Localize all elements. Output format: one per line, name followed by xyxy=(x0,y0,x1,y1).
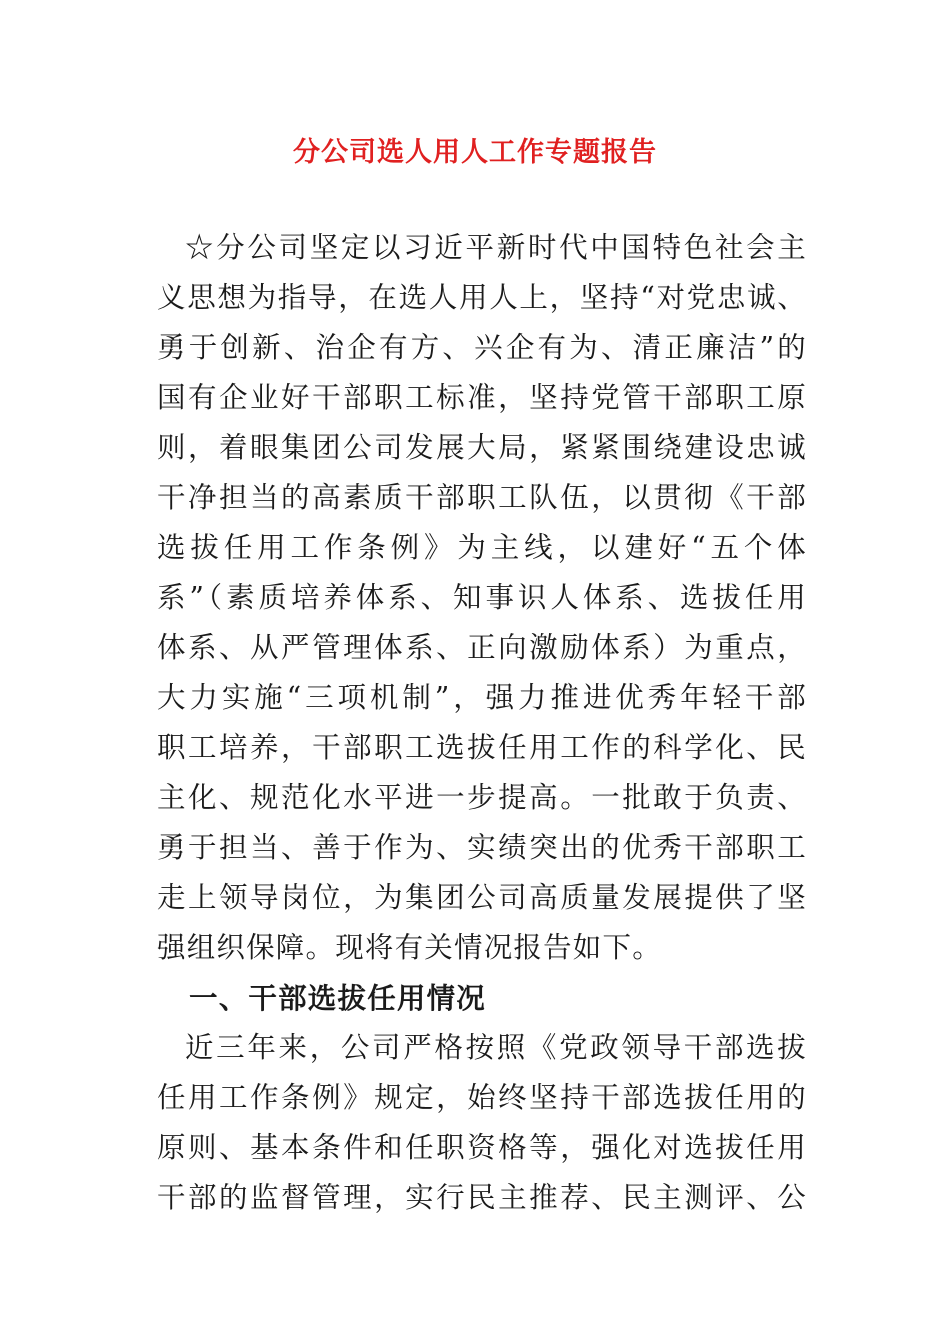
text-line: ☆分公司坚定以习近平新时代中国特色社会主 xyxy=(185,231,807,264)
document-title: 分公司选人用人工作专题报告 xyxy=(293,137,657,168)
text-line: 任用工作条例》规定，始终坚持干部选拔任用的 xyxy=(157,1081,807,1114)
text-line: 职工培养，干部职工选拔任用工作的科学化、民 xyxy=(157,731,807,764)
text-line: 原则、基本条件和任职资格等，强化对选拔任用 xyxy=(157,1131,807,1164)
text-line: 走上领导岗位，为集团公司高质量发展提供了坚 xyxy=(157,881,807,914)
text-line: 国有企业好干部职工标准，坚持党管干部职工原 xyxy=(157,381,807,414)
text-line: 近三年来，公司严格按照《党政领导干部选拔 xyxy=(185,1031,807,1064)
text-line: 干净担当的高素质干部职工队伍，以贯彻《干部 xyxy=(157,481,807,514)
paragraph-intro xyxy=(157,223,807,1223)
text-line: 干部的监督管理，实行民主推荐、民主测评、公 xyxy=(157,1181,807,1214)
text-line: 义思想为指导，在选人用人上，坚持“对党忠诚、 xyxy=(157,281,807,314)
text-line: 主化、规范化水平进一步提高。一批敢于负责、 xyxy=(157,781,807,814)
text-line: 勇于创新、治企有方、兴企有为、清正廉洁”的 xyxy=(157,331,807,364)
text-line: 系”（素质培养体系、知事识人体系、选拔任用 xyxy=(157,581,807,614)
text-line: 体系、从严管理体系、正向激励体系）为重点， xyxy=(157,631,807,664)
text-line: 勇于担当、善于作为、实绩突出的优秀干部职工 xyxy=(157,831,807,864)
text-line: 则，着眼集团公司发展大局，紧紧围绕建设忠诚 xyxy=(157,431,807,464)
section-heading: 一、干部选拔任用情况 xyxy=(189,981,487,1015)
text-line: 选拔任用工作条例》为主线，以建好“五个体 xyxy=(157,531,807,564)
text-line: 强组织保障。现将有关情况报告如下。 xyxy=(157,931,662,964)
text-line: 大力实施“三项机制”，强力推进优秀年轻干部 xyxy=(157,681,807,714)
